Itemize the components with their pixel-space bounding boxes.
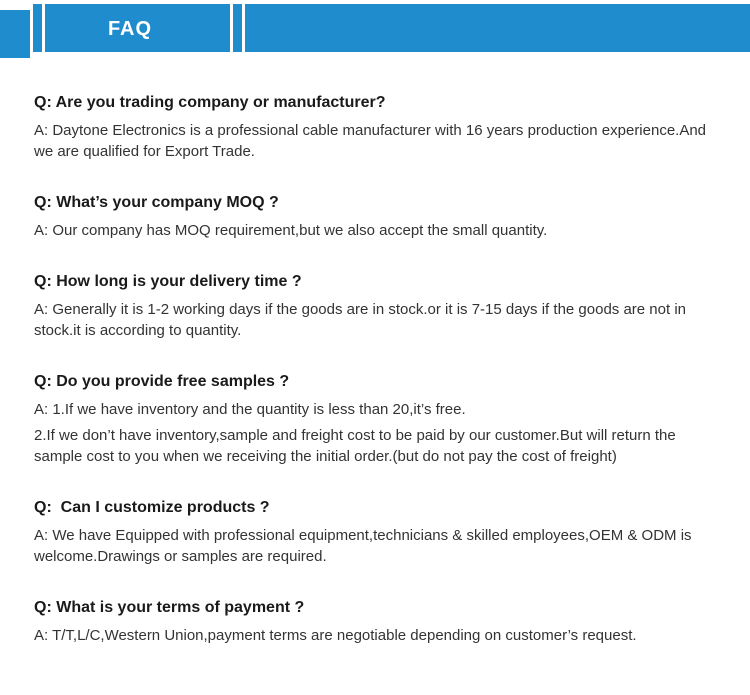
faq-question: Q: Can I customize products ? (34, 499, 270, 516)
banner-bar (245, 4, 750, 52)
faq-question: Q: What is your terms of payment ? (34, 599, 305, 616)
faq-list (34, 92, 724, 646)
faq-item (34, 597, 724, 646)
banner-stripe (33, 4, 42, 52)
faq-answer: A: Daytone Electronics is a professional cable manufacturer with 16 years production experience.And we are qualified for Export Trade. (34, 122, 707, 160)
faq-item (34, 192, 724, 241)
faq-item (34, 371, 724, 467)
faq-answer: A: Generally it is 1-2 working days if the goods are in stock.or it is 7-15 days if the goods are not in stock.it is according to quantity. (34, 301, 686, 339)
banner-stripe (233, 4, 242, 52)
faq-question: Q: What’s your company MOQ ? (34, 194, 279, 211)
faq-question: Q: Are you trading company or manufacturer? (34, 94, 386, 111)
faq-question: Q: How long is your delivery time ? (34, 273, 302, 290)
faq-answer-continued: 2.If we don’t have inventory,sample and freight cost to be paid by our customer.But will return the sample cost to you when we receiving the initial order.(but do not pay the cost of freight) (34, 427, 676, 465)
faq-item (34, 92, 724, 162)
page-title: FAQ (107, 18, 153, 40)
faq-item (34, 271, 724, 341)
faq-question: Q: Do you provide free samples ? (34, 373, 290, 390)
faq-banner (0, 4, 750, 52)
faq-answer: A: Our company has MOQ requirement,but we also accept the small quantity. (34, 222, 548, 239)
banner-stripe (0, 10, 30, 58)
faq-answer: A: T/T,L/C,Western Union,payment terms are negotiable depending on customer’s request. (34, 627, 637, 644)
faq-answer: A: We have Equipped with professional equipment,technicians & skilled employees,OEM & ODM is welcome.Drawings or samples are required. (34, 527, 692, 565)
faq-answer: A: 1.If we have inventory and the quantity is less than 20,it’s free. (34, 401, 466, 418)
faq-item (34, 497, 724, 567)
